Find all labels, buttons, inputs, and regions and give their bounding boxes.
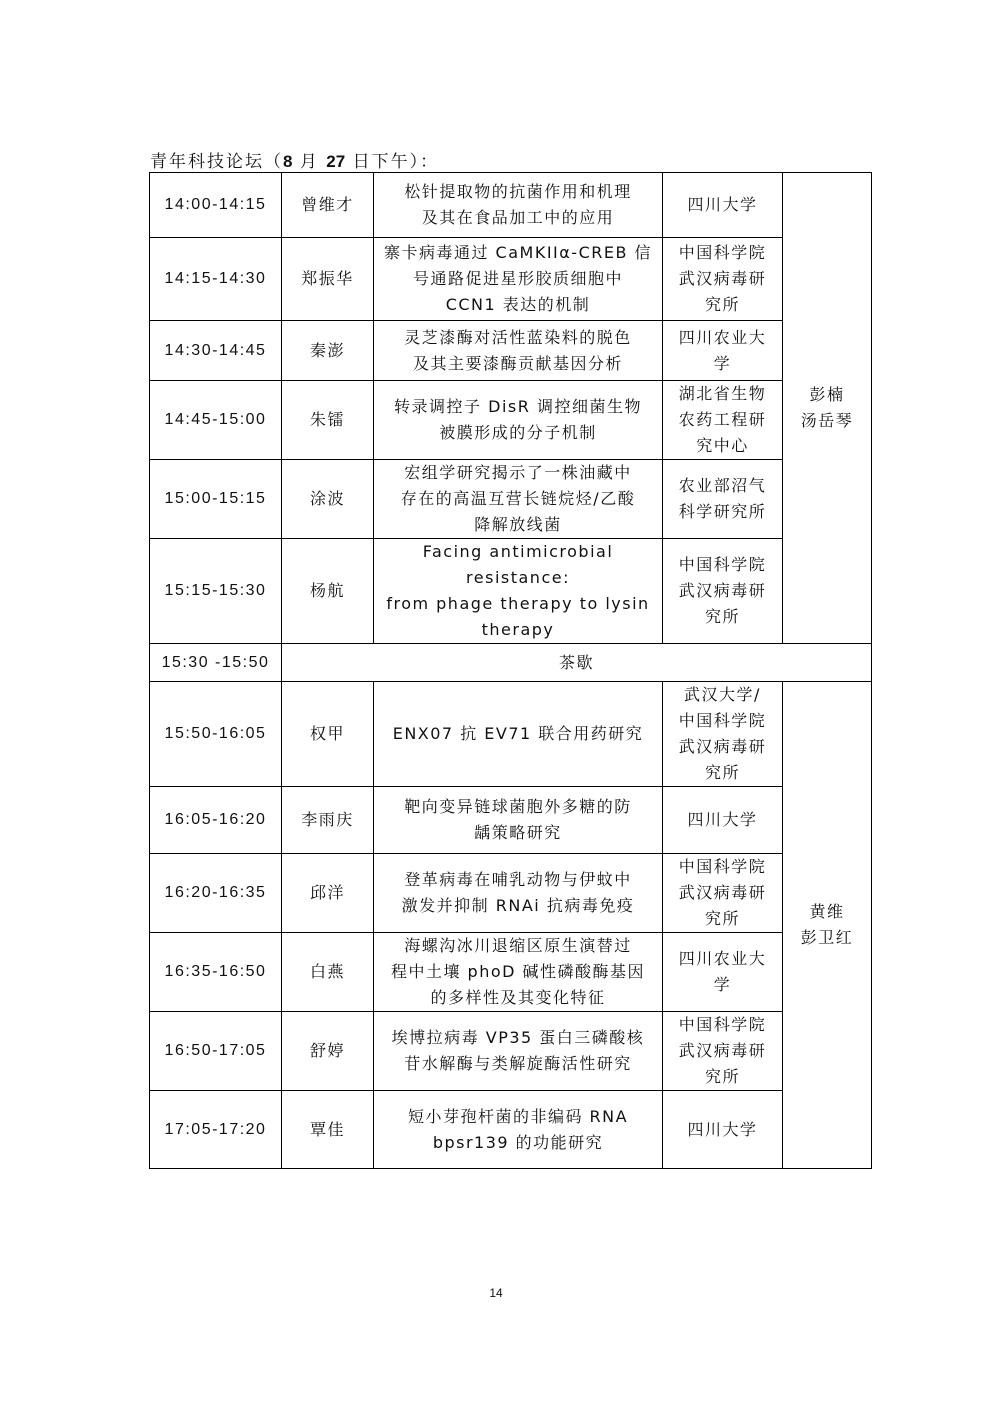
- time-cell: 16:05-16:20: [150, 787, 282, 854]
- forum-heading: [150, 147, 439, 172]
- table-row: [150, 460, 872, 539]
- affiliation-cell: 中国科学院 武汉病毒研 究所: [663, 854, 783, 933]
- table-row: [150, 321, 872, 381]
- affiliation-cell: 四川大学: [663, 173, 783, 238]
- affiliation-cell: 中国科学院 武汉病毒研 究所: [663, 539, 783, 644]
- affiliation-cell: 中国科学院 武汉病毒研 究所: [663, 1012, 783, 1091]
- speaker-cell: 杨航: [282, 539, 374, 644]
- time-cell: 16:20-16:35: [150, 854, 282, 933]
- heading-prefix: 青年科技论坛（: [150, 152, 283, 172]
- affiliation-cell: 四川大学: [663, 1091, 783, 1169]
- session-chairs-cell: 黄维 彭卫红: [783, 682, 872, 1169]
- affiliation-cell: 四川农业大 学: [663, 321, 783, 381]
- time-cell: 15:00-15:15: [150, 460, 282, 539]
- affiliation-cell: 武汉大学/ 中国科学院 武汉病毒研 究所: [663, 682, 783, 787]
- time-cell: 15:50-16:05: [150, 682, 282, 787]
- break-time-cell: 15:30 -15:50: [150, 644, 282, 682]
- affiliation-cell: 四川农业大 学: [663, 933, 783, 1012]
- time-cell: 15:15-15:30: [150, 539, 282, 644]
- table-row: [150, 933, 872, 1012]
- talk-title-cell: 靶向变异链球菌胞外多糖的防 龋策略研究: [374, 787, 663, 854]
- affiliation-cell: 中国科学院 武汉病毒研 究所: [663, 238, 783, 321]
- table-row: [150, 173, 872, 238]
- time-cell: 17:05-17:20: [150, 1091, 282, 1169]
- heading-suffix: 日下午）：: [345, 152, 440, 172]
- time-cell: 14:00-14:15: [150, 173, 282, 238]
- schedule-table: [149, 172, 872, 1169]
- talk-title-cell: 灵芝漆酶对活性蓝染料的脱色 及其主要漆酶贡献基因分析: [374, 321, 663, 381]
- speaker-cell: 涂波: [282, 460, 374, 539]
- talk-title-cell: Facing antimicrobial resistance: from phage therapy to lysin therapy: [374, 539, 663, 644]
- speaker-cell: 覃佳: [282, 1091, 374, 1169]
- table-row: [150, 381, 872, 460]
- break-row: [150, 644, 872, 682]
- affiliation-cell: 四川大学: [663, 787, 783, 854]
- table-row: [150, 539, 872, 644]
- speaker-cell: 郑振华: [282, 238, 374, 321]
- table-row: [150, 787, 872, 854]
- page-number: 14: [489, 1286, 503, 1300]
- speaker-cell: 舒婷: [282, 1012, 374, 1091]
- table-row: [150, 238, 872, 321]
- speaker-cell: 秦澎: [282, 321, 374, 381]
- talk-title-cell: ENX07 抗 EV71 联合用药研究: [374, 682, 663, 787]
- heading-month: 8: [283, 152, 293, 171]
- talk-title-cell: 海螺沟冰川退缩区原生演替过 程中土壤 phoD 碱性磷酸酶基因 的多样性及其变化特征: [374, 933, 663, 1012]
- speaker-cell: 李雨庆: [282, 787, 374, 854]
- talk-title-cell: 转录调控子 DisR 调控细菌生物 被膜形成的分子机制: [374, 381, 663, 460]
- heading-day: 27: [326, 152, 346, 171]
- talk-title-cell: 埃博拉病毒 VP35 蛋白三磷酸核 苷水解酶与类解旋酶活性研究: [374, 1012, 663, 1091]
- time-cell: 16:50-17:05: [150, 1012, 282, 1091]
- table-row: [150, 854, 872, 933]
- break-label-cell: 茶歇: [282, 644, 872, 682]
- talk-title-cell: 短小芽孢杆菌的非编码 RNA bpsr139 的功能研究: [374, 1091, 663, 1169]
- speaker-cell: 权甲: [282, 682, 374, 787]
- affiliation-cell: 湖北省生物 农药工程研 究中心: [663, 381, 783, 460]
- table-row: [150, 682, 872, 787]
- session-chairs-cell: 彭楠 汤岳琴: [783, 173, 872, 644]
- speaker-cell: 邱洋: [282, 854, 374, 933]
- heading-month-unit: 月: [292, 152, 327, 172]
- talk-title-cell: 登革病毒在哺乳动物与伊蚊中 激发并抑制 RNAi 抗病毒免疫: [374, 854, 663, 933]
- speaker-cell: 白燕: [282, 933, 374, 1012]
- speaker-cell: 朱镭: [282, 381, 374, 460]
- time-cell: 16:35-16:50: [150, 933, 282, 1012]
- time-cell: 14:30-14:45: [150, 321, 282, 381]
- speaker-cell: 曾维才: [282, 173, 374, 238]
- time-cell: 14:45-15:00: [150, 381, 282, 460]
- talk-title-cell: 松针提取物的抗菌作用和机理 及其在食品加工中的应用: [374, 173, 663, 238]
- talk-title-cell: 寨卡病毒通过 CaMKIIα-CREB 信 号通路促进星形胶质细胞中 CCN1 表达的机制: [374, 238, 663, 321]
- affiliation-cell: 农业部沼气 科学研究所: [663, 460, 783, 539]
- time-cell: 14:15-14:30: [150, 238, 282, 321]
- talk-title-cell: 宏组学研究揭示了一株油藏中 存在的高温互营长链烷烃/乙酸 降解放线菌: [374, 460, 663, 539]
- table-row: [150, 1012, 872, 1091]
- table-row: [150, 1091, 872, 1169]
